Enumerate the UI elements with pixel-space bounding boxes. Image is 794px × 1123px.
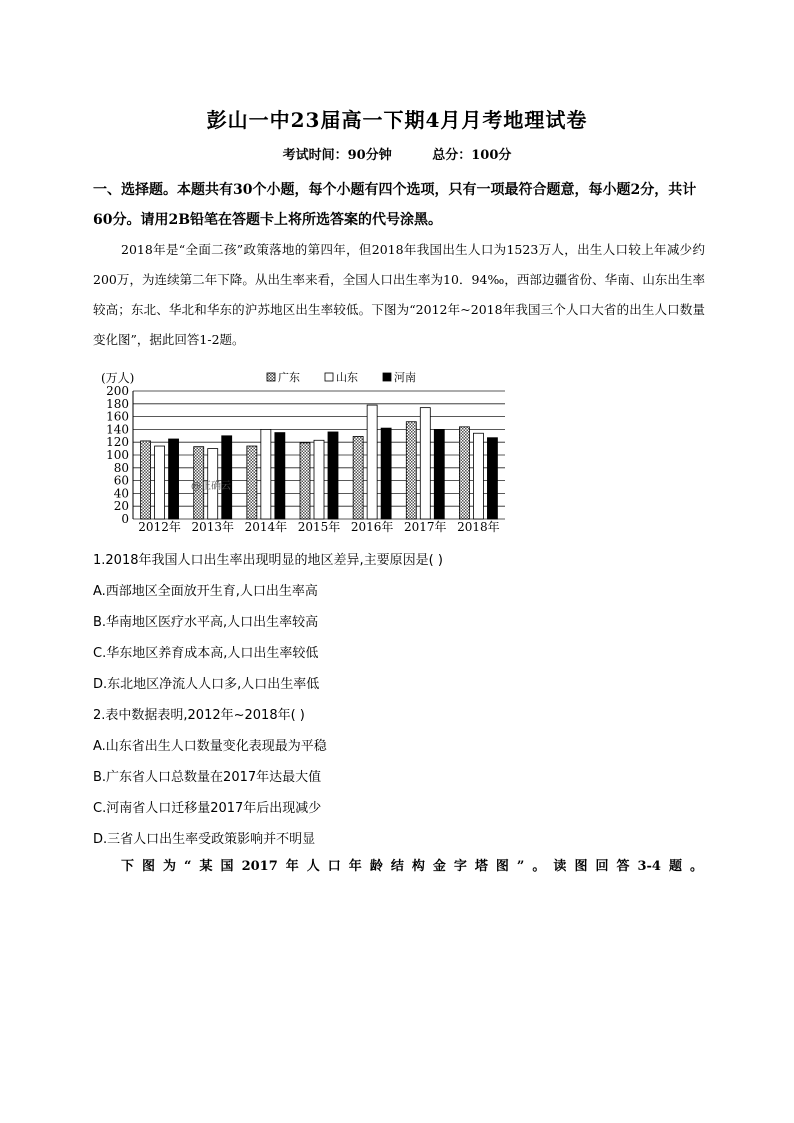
y-tick-label: 80 bbox=[113, 460, 129, 475]
bar bbox=[261, 429, 271, 519]
bar bbox=[406, 422, 416, 519]
question-1-option-d: D.东北地区净流人人口多,人口出生率低 bbox=[93, 677, 320, 692]
legend-swatch-1 bbox=[325, 373, 333, 381]
bar bbox=[420, 408, 430, 519]
x-tick-label: 2018年 bbox=[457, 520, 500, 534]
exam-info bbox=[0, 144, 794, 163]
birth-population-chart bbox=[93, 365, 513, 535]
y-tick-label: 200 bbox=[106, 384, 129, 398]
bar bbox=[155, 446, 165, 519]
y-tick-label: 40 bbox=[113, 486, 129, 501]
section-instructions bbox=[93, 175, 705, 235]
bar bbox=[487, 438, 497, 519]
x-tick-label: 2016年 bbox=[350, 520, 394, 534]
x-tick-label: 2014年 bbox=[244, 520, 288, 534]
bar bbox=[222, 436, 232, 519]
x-tick-label: 2017年 bbox=[404, 520, 447, 534]
question-1-option-b: B.华南地区医疗水平高,人口出生率较高 bbox=[93, 615, 319, 630]
legend-swatch-2 bbox=[383, 373, 391, 381]
bar bbox=[328, 432, 338, 519]
y-tick-label: 180 bbox=[106, 396, 129, 411]
question-1-option-c: C.华东地区养育成本高,人口出生率较低 bbox=[93, 646, 319, 661]
bar bbox=[141, 441, 151, 519]
y-tick-label: 140 bbox=[106, 422, 129, 437]
bar bbox=[247, 446, 257, 519]
exam-title: 彭山一中23届高一下期4月月考地理试卷 bbox=[206, 108, 588, 132]
y-tick-label: 0 bbox=[121, 512, 129, 526]
bar bbox=[275, 433, 285, 519]
y-tick-label: 120 bbox=[106, 435, 129, 450]
bar bbox=[434, 429, 444, 519]
section-line-2: 60分。请用2B铅笔在答题卡上将所选答案的代号涂黑。 bbox=[93, 212, 443, 228]
legend-label-0: 广东 bbox=[278, 371, 300, 384]
question-2-option-a: A.山东省出生人口数量变化表现最为平稳 bbox=[93, 739, 327, 754]
legend-label-1: 山东 bbox=[336, 371, 358, 384]
legend-label-2: 河南 bbox=[394, 371, 416, 384]
bar bbox=[473, 433, 483, 519]
question-2-option-b: B.广东省人口总数量在2017年达最大值 bbox=[93, 770, 322, 785]
question-1-option-a: A.西部地区全面放开生育,人口出生率高 bbox=[93, 584, 318, 599]
bar bbox=[169, 439, 179, 519]
question-2-option-c: C.河南省人口迁移量2017年后出现减少 bbox=[93, 801, 322, 816]
bar bbox=[300, 443, 310, 519]
x-tick-label: 2013年 bbox=[191, 520, 234, 534]
question-2-option-d: D.三省人口出生率受政策影响并不明显 bbox=[93, 832, 316, 847]
bar bbox=[367, 405, 377, 519]
intro-paragraph: 2018年是“全面二孩”政策落地的第四年，但2018年我国出生人口为1523万人，出生人口较上年减少约200万，为连续第二年下降。从出生率来看，全国人口出生率为10．94‰，西部边疆省份、华南、山东出生率较高；东北、华北和华东的沪苏地区出生率较低。下图为“2012年~2018年我国三个人口大省的出生人口数量变化图”，据此回答1-2题。 bbox=[93, 242, 705, 347]
section-line-1: 一、选择题。本题共有30个小题，每个小题有四个选项，只有一项最符合题意，每小题2分，共计 bbox=[93, 182, 697, 198]
x-tick-label: 2015年 bbox=[297, 520, 341, 534]
question-2-stem: 2.表中数据表明,2012年~2018年( ) bbox=[93, 708, 305, 723]
y-tick-label: 60 bbox=[113, 473, 129, 488]
y-axis-label: (万人) bbox=[101, 371, 135, 385]
total-score: 总分：100分 bbox=[432, 148, 512, 163]
bar bbox=[381, 428, 391, 519]
watermark-text: @正确云 bbox=[191, 481, 231, 492]
legend-swatch-0 bbox=[267, 373, 275, 381]
bar bbox=[459, 427, 469, 519]
y-tick-label: 100 bbox=[106, 448, 129, 462]
y-tick-label: 20 bbox=[113, 499, 129, 514]
bar bbox=[353, 436, 363, 519]
question-1-stem: 1.2018年我国人口出生率出现明显的地区差异,主要原因是( ) bbox=[93, 553, 443, 568]
next-section-prompt: 下图为“某国2017年人口年龄结构金字塔图”。读图回答3-4题。 bbox=[121, 859, 703, 874]
bar bbox=[314, 440, 324, 519]
exam-time: 考试时间：90分钟 bbox=[282, 148, 392, 163]
x-tick-label: 2012年 bbox=[138, 520, 181, 534]
y-tick-label: 160 bbox=[106, 409, 129, 424]
